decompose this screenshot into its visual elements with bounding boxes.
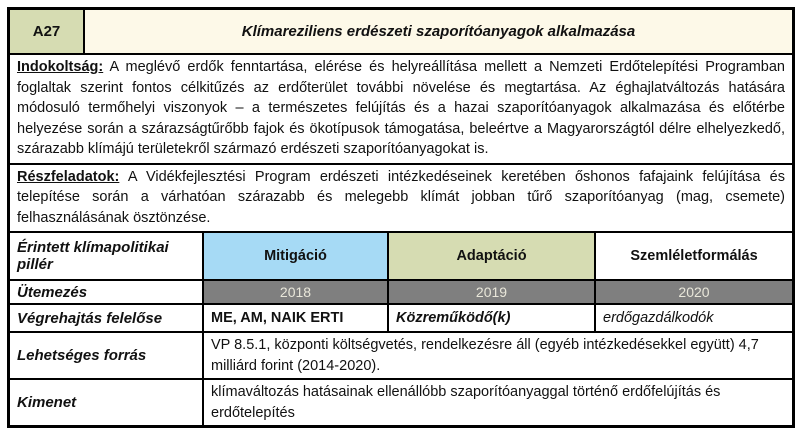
- output-row-label: Kimenet: [10, 380, 204, 425]
- schedule-year-2018: 2018: [204, 281, 389, 305]
- justification-section: [10, 55, 792, 165]
- responsible-value: ME, AM, NAIK ERTI: [204, 305, 389, 333]
- pillar-cell-adaptation: Adaptáció: [389, 233, 596, 281]
- measure-table: [7, 7, 795, 428]
- pillar-cell-awareness: Szemléletformálás: [596, 233, 792, 281]
- schedule-year-2019: 2019: [389, 281, 596, 305]
- source-row-label: Lehetséges forrás: [10, 333, 204, 380]
- subtasks-label: Részfeladatok:: [17, 168, 120, 185]
- measure-code-badge: A27: [10, 10, 85, 53]
- attributes-grid: [10, 233, 792, 425]
- responsible-row-label: Végrehajtás felelőse: [10, 305, 204, 333]
- title-row: [10, 10, 792, 55]
- source-value: VP 8.5.1, központi költségvetés, rendelkezésre áll (egyéb intézkedésekkel együtt) 4,7 milliárd forint (2014-2020).: [204, 333, 792, 380]
- subtasks-section: [10, 165, 792, 234]
- measure-title: Klímareziliens erdészeti szaporítóanyagok alkalmazása: [85, 10, 792, 53]
- contributors-label: Közreműködő(k): [389, 305, 596, 333]
- schedule-row-label: Ütemezés: [10, 281, 204, 305]
- contributors-value: erdőgazdálkodók: [596, 305, 792, 333]
- subtasks-text: A Vidékfejlesztési Program erdészeti intézkedéseinek keretében őshonos fafajaink felújítása és telepítése során a várhatóan szárazabb és melegebb klímát jobban tűrő szaporítóanyag (mag, csemete) felhasználásának ösztönzése.: [17, 168, 785, 226]
- justification-label: Indokoltság:: [17, 59, 104, 75]
- schedule-year-2020: 2020: [596, 281, 792, 305]
- justification-text: A meglévő erdők fenntartása, elérése és helyreállítása mellett a Nemzeti Erdőtelepítési Programban foglaltak szerint fontos célkitűzés az erdőterület további növelése és megtartása. Az éghajlatváltozás hatására módosuló termőhelyi viszonyok – a természetes felújítás és a hazai szaporítóanyagok alkalmazása és előtérbe helyezése során a szárazságtűrőbb fajok és ökotípusok támogatása, beleértve a Magyarországtól délre elhelyezkedő, szárazabb klímájú területekről származó erdészeti szaporítóanyagokat is.: [17, 59, 785, 157]
- pillar-row-label: Érintett klímapolitikai pillér: [10, 233, 204, 281]
- output-value: klímaváltozás hatásainak ellenállóbb szaporítóanyaggal történő erdőfelújítás és erdőtelepítés: [211, 384, 721, 421]
- pillar-cell-mitigation: Mitigáció: [204, 233, 389, 281]
